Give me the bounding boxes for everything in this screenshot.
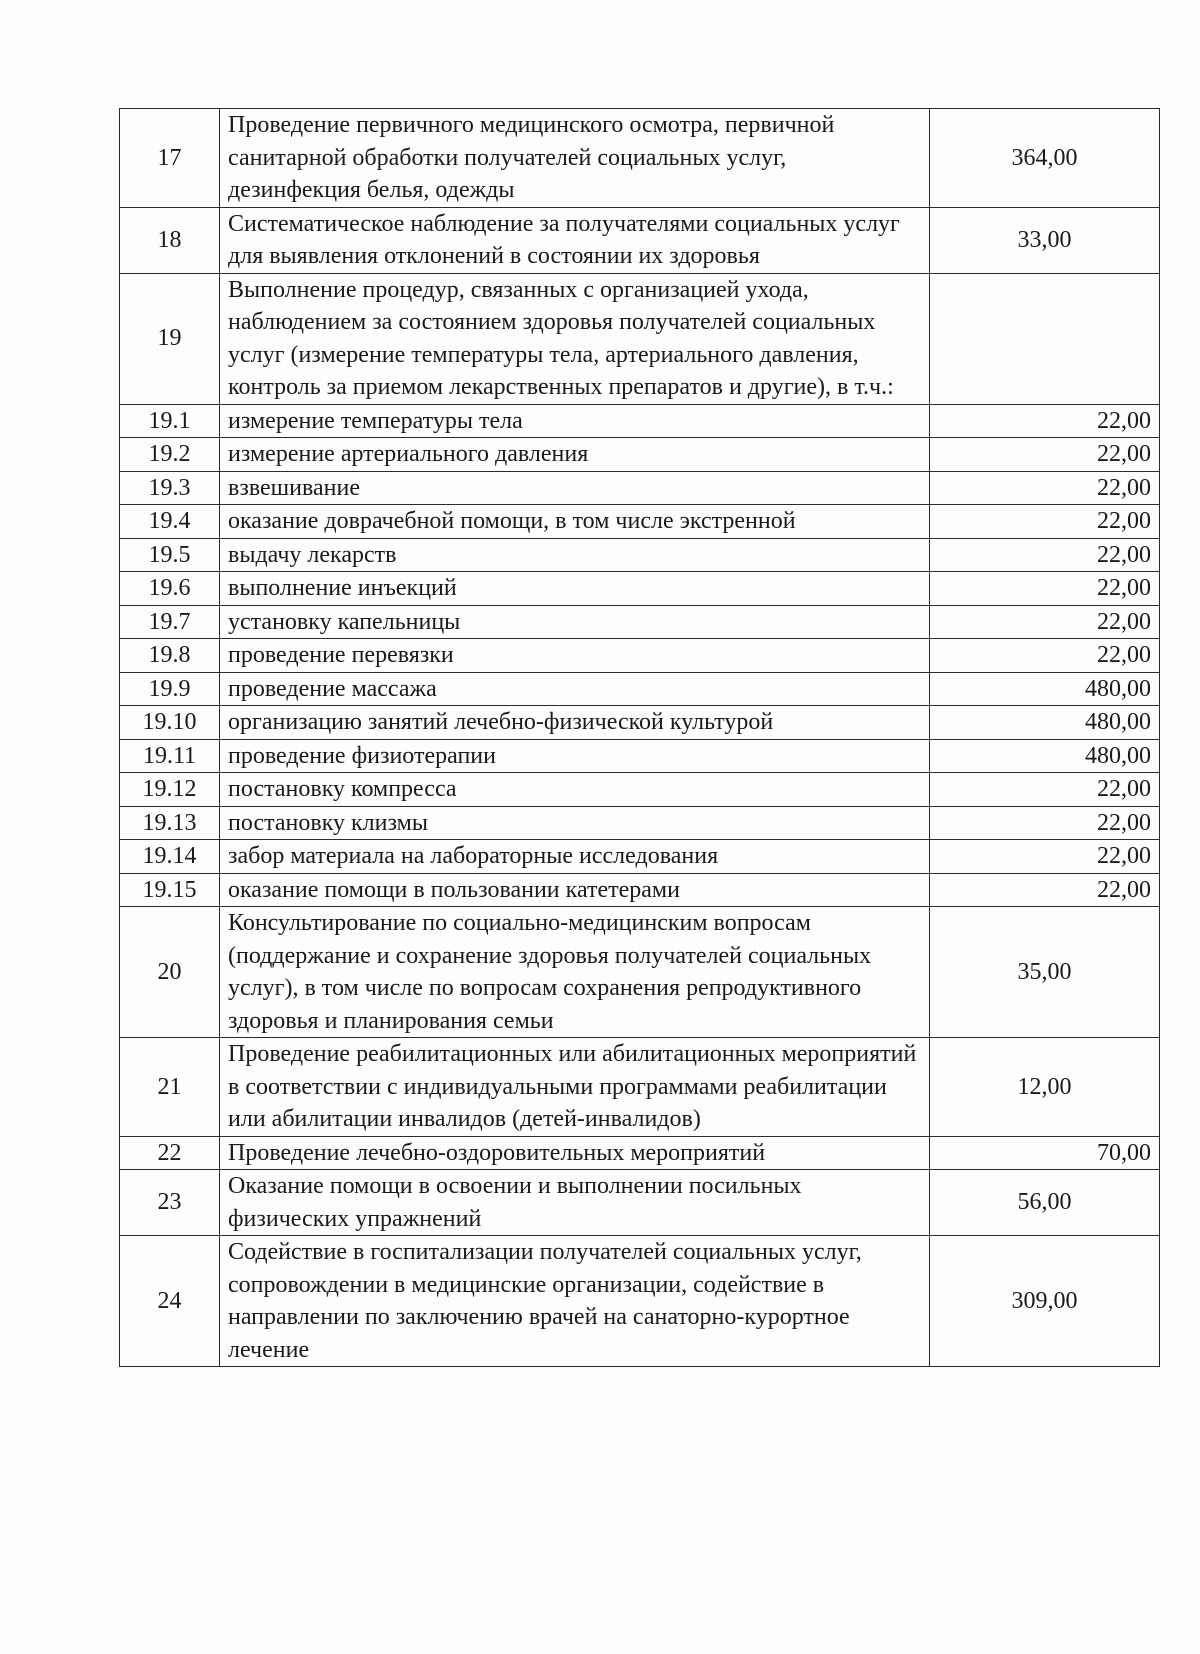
service-name: Проведение первичного медицинского осмотра, первичной санитарной обработки получателей социальных услуг, дезинфекция белья, одежды	[220, 109, 930, 208]
row-number: 24	[120, 1236, 220, 1367]
services-price-table	[119, 108, 1160, 1367]
service-name: Систематическое наблюдение за получателями социальных услуг для выявления отклонений в состоянии их здоровья	[220, 207, 930, 273]
row-number: 19.7	[120, 605, 220, 639]
service-price: 364,00	[930, 109, 1160, 208]
table-row	[120, 907, 1160, 1038]
service-price: 22,00	[930, 471, 1160, 505]
table-row	[120, 505, 1160, 539]
row-number: 23	[120, 1170, 220, 1236]
table-row	[120, 739, 1160, 773]
service-price: 22,00	[930, 572, 1160, 606]
table-row	[120, 1170, 1160, 1236]
service-price: 22,00	[930, 873, 1160, 907]
row-number: 22	[120, 1136, 220, 1170]
service-price: 56,00	[930, 1170, 1160, 1236]
row-number: 19.5	[120, 538, 220, 572]
service-name: проведение физиотерапии	[220, 739, 930, 773]
table-row	[120, 1236, 1160, 1367]
row-number: 19.4	[120, 505, 220, 539]
table-row	[120, 404, 1160, 438]
service-price: 22,00	[930, 505, 1160, 539]
table-row	[120, 773, 1160, 807]
table-row	[120, 1038, 1160, 1137]
service-price: 22,00	[930, 538, 1160, 572]
table-row	[120, 639, 1160, 673]
service-name: Оказание помощи в освоении и выполнении посильных физических упражнений	[220, 1170, 930, 1236]
service-name: Проведение лечебно-оздоровительных мероприятий	[220, 1136, 930, 1170]
row-number: 19.2	[120, 438, 220, 472]
row-number: 17	[120, 109, 220, 208]
row-number: 19	[120, 273, 220, 404]
row-number: 19.6	[120, 572, 220, 606]
service-price: 22,00	[930, 639, 1160, 673]
table-row	[120, 572, 1160, 606]
service-name: постановку клизмы	[220, 806, 930, 840]
service-name: выполнение инъекций	[220, 572, 930, 606]
row-number: 19.10	[120, 706, 220, 740]
row-number: 19.12	[120, 773, 220, 807]
service-name: проведение массажа	[220, 672, 930, 706]
table-row	[120, 806, 1160, 840]
row-number: 19.8	[120, 639, 220, 673]
table-row	[120, 538, 1160, 572]
service-price	[930, 273, 1160, 404]
service-price: 22,00	[930, 404, 1160, 438]
service-price: 70,00	[930, 1136, 1160, 1170]
service-price: 480,00	[930, 706, 1160, 740]
row-number: 21	[120, 1038, 220, 1137]
row-number: 19.15	[120, 873, 220, 907]
service-name: Содействие в госпитализации получателей социальных услуг, сопровождении в медицинские организации, содействие в направлении по заключению врачей на санаторно-курортное лечение	[220, 1236, 930, 1367]
service-price: 309,00	[930, 1236, 1160, 1367]
table-row	[120, 706, 1160, 740]
table-row	[120, 840, 1160, 874]
row-number: 19.11	[120, 739, 220, 773]
service-price: 480,00	[930, 672, 1160, 706]
service-name: постановку компресса	[220, 773, 930, 807]
table-row	[120, 672, 1160, 706]
service-price: 480,00	[930, 739, 1160, 773]
table-row	[120, 471, 1160, 505]
table-row	[120, 207, 1160, 273]
service-name: Проведение реабилитационных или абилитационных мероприятий в соответствии с индивидуальными программами реабилитации или абилитации инвалидов (детей-инвалидов)	[220, 1038, 930, 1137]
table-row	[120, 273, 1160, 404]
service-price: 35,00	[930, 907, 1160, 1038]
row-number: 19.3	[120, 471, 220, 505]
service-price: 12,00	[930, 1038, 1160, 1137]
service-name: взвешивание	[220, 471, 930, 505]
service-name: проведение перевязки	[220, 639, 930, 673]
service-name: забор материала на лабораторные исследования	[220, 840, 930, 874]
row-number: 19.14	[120, 840, 220, 874]
service-name: выдачу лекарств	[220, 538, 930, 572]
row-number: 20	[120, 907, 220, 1038]
table-row	[120, 1136, 1160, 1170]
table-row	[120, 873, 1160, 907]
service-name: оказание помощи в пользовании катетерами	[220, 873, 930, 907]
service-price: 22,00	[930, 438, 1160, 472]
table-row	[120, 109, 1160, 208]
service-name: измерение артериального давления	[220, 438, 930, 472]
service-name: Консультирование по социально-медицинским вопросам (поддержание и сохранение здоровья получателей социальных услуг), в том числе по вопросам сохранения репродуктивного здоровья и планирования семьи	[220, 907, 930, 1038]
service-name: измерение температуры тела	[220, 404, 930, 438]
service-price: 22,00	[930, 605, 1160, 639]
row-number: 19.1	[120, 404, 220, 438]
service-name: оказание доврачебной помощи, в том числе экстренной	[220, 505, 930, 539]
service-price: 22,00	[930, 773, 1160, 807]
row-number: 19.13	[120, 806, 220, 840]
service-name: организацию занятий лечебно-физической культурой	[220, 706, 930, 740]
table-row	[120, 605, 1160, 639]
table-row	[120, 438, 1160, 472]
service-name: установку капельницы	[220, 605, 930, 639]
row-number: 18	[120, 207, 220, 273]
service-price: 33,00	[930, 207, 1160, 273]
service-price: 22,00	[930, 806, 1160, 840]
service-name: Выполнение процедур, связанных с организацией ухода, наблюдением за состоянием здоровья получателей социальных услуг (измерение температуры тела, артериального давления, контроль за приемом лекарственных препаратов и другие), в т.ч.:	[220, 273, 930, 404]
service-price: 22,00	[930, 840, 1160, 874]
row-number: 19.9	[120, 672, 220, 706]
